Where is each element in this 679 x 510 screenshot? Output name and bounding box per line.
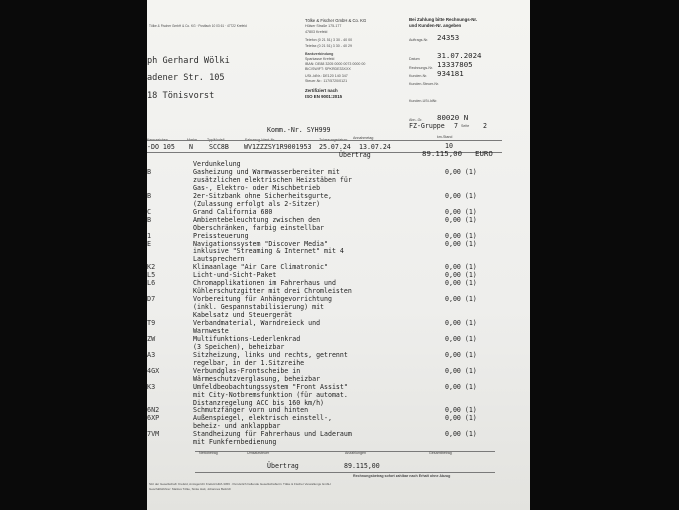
item-text: Warnweste xyxy=(193,327,229,335)
footer-bottom-rule xyxy=(195,472,495,473)
item-amount: 0,00 (1) xyxy=(445,279,477,287)
bank-name: Sparkasse Krefeld xyxy=(305,57,335,61)
item-amount: 0,00 (1) xyxy=(445,263,477,271)
meta-label-rechnung: Rechnungs-Nr. xyxy=(409,66,433,70)
vh-km: km-Stand xyxy=(437,135,453,139)
list-item xyxy=(147,271,530,279)
footer-due: Rechnungsbetrag sofort zahlbar nach Erhalt ohne Abzug xyxy=(353,474,451,478)
item-text: Navigationssystem "Discover Media" xyxy=(193,240,328,248)
meta-value-kunde: 934181 xyxy=(437,69,464,78)
uebertrag-label: Übertrag xyxy=(339,151,371,159)
list-item xyxy=(147,168,530,176)
vehicle-km: 10 xyxy=(445,142,453,150)
payment-note-2: und Kunden-Nr. angeben xyxy=(409,23,462,28)
item-amount: 0,00 (1) xyxy=(445,232,477,240)
item-code: L5 xyxy=(147,271,156,279)
recipient-name: ph Gerhard Wölki xyxy=(147,56,230,66)
item-code: L6 xyxy=(147,279,156,287)
item-amount: 0,00 (1) xyxy=(445,271,477,279)
list-item xyxy=(147,295,530,303)
cert-line2: ISO EN 9001:2015 xyxy=(305,94,343,99)
item-text: beheiz- und anklappbar xyxy=(193,422,281,430)
item-code: D7 xyxy=(147,295,156,303)
item-code: ZW xyxy=(147,335,156,343)
list-item xyxy=(147,406,530,414)
list-item xyxy=(147,438,530,446)
list-item xyxy=(147,232,530,240)
seite-value: 2 xyxy=(483,122,487,130)
list-item xyxy=(147,343,530,351)
payment-note-1: Bei Zahlung bitte Rechnungs-Nr. xyxy=(409,17,478,22)
item-text: Gas-, Elektro- oder Mischbetrieb xyxy=(193,184,321,192)
item-text: Verdunkelung xyxy=(193,160,241,168)
item-code: 1 xyxy=(147,232,152,240)
list-item xyxy=(147,375,530,383)
seite-label: Seite xyxy=(461,124,470,128)
item-amount: 0,00 (1) xyxy=(445,295,477,303)
list-item xyxy=(147,224,530,232)
company-telefon: Telefon (0 21 51) 3 30 - 40 00 xyxy=(305,38,353,42)
item-code: K2 xyxy=(147,263,156,271)
vehicle-zulassung: 25.07.24 xyxy=(319,143,351,151)
meta-value-auftrag: 24353 xyxy=(437,33,460,42)
meta-label-datum: Datum xyxy=(409,57,420,61)
item-text: mit Funkfernbedienung xyxy=(193,438,277,446)
item-amount: 0,00 (1) xyxy=(445,168,477,176)
background-right xyxy=(528,0,679,510)
currency: EURO xyxy=(475,149,493,158)
item-text: Licht-und-Sicht-Paket xyxy=(193,271,277,279)
list-item xyxy=(147,335,530,343)
company-steuer: Steuer-Nr.: 117/5720/0121 xyxy=(305,79,348,83)
list-item xyxy=(147,247,530,255)
item-text: Distanzregelung ACC bis 160 km/h) xyxy=(193,399,325,407)
list-item xyxy=(147,208,530,216)
meta-label-auftrag: Auftrags-Nr. xyxy=(409,38,429,42)
item-text: Sitzheizung, links und rechts, getrennt xyxy=(193,351,348,359)
abn-label: Abn.-Gr. xyxy=(409,118,423,122)
uebertrag-value: 89.115,00 xyxy=(422,149,463,158)
sender-line: Tölke & Fischer GmbH & Co. KG · Postfach 10 03 61 · 47722 Krefeld xyxy=(149,24,247,28)
meta-value-datum: 31.07.2024 xyxy=(437,51,482,60)
list-item xyxy=(147,383,530,391)
komm-nr: Komm.-Nr. SYH999 xyxy=(267,126,331,134)
list-item xyxy=(147,200,530,208)
meta-label-kunden-ustid: Kunden-USt-IdNr. xyxy=(409,99,438,103)
cert-line1: Zertifiziert nach xyxy=(305,88,338,93)
list-item xyxy=(147,279,530,287)
item-text: Verbandmaterial, Warndreieck und xyxy=(193,319,321,327)
item-amount: 0,00 (1) xyxy=(445,192,477,200)
list-item xyxy=(147,422,530,430)
item-amount: 0,00 (1) xyxy=(445,240,477,248)
company-telefax: Telefax (0 21 51) 3 30 - 40 29 xyxy=(305,44,352,48)
item-code: B xyxy=(147,168,152,176)
footer-h-anzahlung: Anzahlungen xyxy=(345,451,366,455)
footer-uebertrag-value: 89.115,00 xyxy=(344,462,380,470)
meta-label-kunde: Kunden-Nr. xyxy=(409,74,428,78)
bank-iban: IBAN: DE88 3205 0000 0073 0000 00 xyxy=(305,62,366,66)
list-item xyxy=(147,176,530,184)
item-text: Gasheizung und Warmwasserbereiter mit xyxy=(193,168,340,176)
item-text: Verbundglas-Frontscheibe in xyxy=(193,367,301,375)
meta-label-kunden-steuer: Kunden-Steuer-Nr. xyxy=(409,82,439,86)
item-text: Außenspiegel, elektrisch einstell-, xyxy=(193,414,332,422)
item-text: (inkl. Gespannstabilisierung) mit xyxy=(193,303,325,311)
vehicle-kennzeichen: -DO 105 xyxy=(147,143,175,151)
footer-h-netto: Nettobetrag xyxy=(199,451,218,455)
list-item xyxy=(147,414,530,422)
vehicle-top-rule xyxy=(147,140,502,141)
list-item xyxy=(147,327,530,335)
item-code: K3 xyxy=(147,383,156,391)
item-text: zusätzlichen elektrischen Heizstäben für xyxy=(193,176,352,184)
item-text: (3 Speichen), beheizbar xyxy=(193,343,285,351)
bank-bic: BIC/SWIFT: SPKRDE33XXX xyxy=(305,67,351,71)
list-item xyxy=(147,263,530,271)
company-name: Tölke & Fischer GmbH & Co. KG xyxy=(305,18,367,23)
recipient-city: 18 Tönisvorst xyxy=(147,91,215,101)
item-text: (Zulassung erfolgt als 2-Sitzer) xyxy=(193,200,321,208)
item-list xyxy=(147,160,530,450)
item-amount: 0,00 (1) xyxy=(445,406,477,414)
footer-h-ust: Umsatzsteuer xyxy=(247,451,270,455)
item-amount: 0,00 (1) xyxy=(445,383,477,391)
list-item xyxy=(147,351,530,359)
item-amount: 0,00 (1) xyxy=(445,430,477,438)
item-code: B xyxy=(147,216,152,224)
item-amount: 0,00 (1) xyxy=(445,367,477,375)
item-amount: 0,00 (1) xyxy=(445,351,477,359)
vehicle-marke: N xyxy=(189,143,193,151)
list-item xyxy=(147,192,530,200)
item-text: Multifunktions-Lederlenkrad xyxy=(193,335,301,343)
list-item xyxy=(147,184,530,192)
company-city: 47803 Krefeld xyxy=(305,30,328,34)
item-text: mit City-Notbremsfunktion (für automat. xyxy=(193,391,348,399)
item-text: Wärmeschutzverglasung, beheizbar xyxy=(193,375,321,383)
item-text: 2er-Sitzbank ohne Sicherheitsgurte, xyxy=(193,192,332,200)
list-item xyxy=(147,255,530,263)
item-text: regelbar, in der 1.Sitzreihe xyxy=(193,359,305,367)
item-text: Ambientebeleuchtung zwischen den xyxy=(193,216,321,224)
item-text: Grand California 680 xyxy=(193,208,273,216)
footer-small-1: Sitz der Gesellschaft: Krefeld, Amtsgericht Krefeld HRA 3456 · Persönlich haftende Gesellschafterin: Tölke & Fischer Verwaltungs GmbH xyxy=(149,482,331,486)
vehicle-typ: SCC8B xyxy=(209,143,229,151)
meta-value-rechnung: 13337805 xyxy=(437,60,473,69)
item-text: Schmutzfänger vorn und hinten xyxy=(193,406,309,414)
item-text: Oberschränken, farbig einstellbar xyxy=(193,224,325,232)
item-text: Klimaanlage "Air Care Climatronic" xyxy=(193,263,328,271)
item-text: Preissteuerung xyxy=(193,232,249,240)
list-item xyxy=(147,311,530,319)
item-amount: 0,00 (1) xyxy=(445,414,477,422)
list-item xyxy=(147,391,530,399)
bank-label: Bankverbindung xyxy=(305,52,334,56)
fz-label: FZ-Gruppe xyxy=(409,122,445,130)
company-street: Hülser Straße 175-177 xyxy=(305,24,342,28)
vehicle-fin: WV1ZZZSY1R9001953 xyxy=(244,143,312,151)
item-text: Standheizung für Fahrerhaus und Laderaum xyxy=(193,430,352,438)
item-code: A3 xyxy=(147,351,156,359)
item-text: Kühlerschutzgitter mit drei Chromleisten xyxy=(193,287,352,295)
company-ustid: USt.-IdNr.: DE120 140 347 xyxy=(305,74,348,78)
item-code: 6N2 xyxy=(147,406,160,414)
item-code: 7VM xyxy=(147,430,160,438)
item-code: 6XP xyxy=(147,414,160,422)
list-item xyxy=(147,319,530,327)
list-item xyxy=(147,160,530,168)
item-text: Vorbereitung für Anhängevorrichtung xyxy=(193,295,332,303)
item-text: Lautsprechern xyxy=(193,255,245,263)
item-amount: 0,00 (1) xyxy=(445,208,477,216)
item-amount: 0,00 (1) xyxy=(445,335,477,343)
footer-h-gesamt: Gesamtbetrag xyxy=(429,451,452,455)
vehicle-annahme: 13.07.24 xyxy=(359,143,391,151)
item-text: Chromapplikationen im Fahrerhaus und xyxy=(193,279,336,287)
item-text: Kabelsatz und Steuergerät xyxy=(193,311,293,319)
abn-value: 80020 N xyxy=(437,113,469,122)
invoice-page xyxy=(147,0,530,510)
list-item xyxy=(147,303,530,311)
item-code: T9 xyxy=(147,319,156,327)
footer-small-2: Geschäftsführer: Markus Tölke, Sinke Hatt, Johannes Bettrich xyxy=(149,487,232,491)
background-left xyxy=(0,0,150,510)
item-amount: 0,00 (1) xyxy=(445,319,477,327)
recipient-street: adener Str. 105 xyxy=(147,73,225,83)
footer-uebertrag-label: Übertrag xyxy=(267,462,299,470)
list-item xyxy=(147,216,530,224)
list-item xyxy=(147,430,530,438)
item-text: Umfeldbeobachtungssystem "Front Assist" xyxy=(193,383,348,391)
item-text: inklusive "Streaming & Internet" mit 4 xyxy=(193,247,344,255)
fz-value: 7 xyxy=(454,122,458,130)
item-code: E xyxy=(147,240,152,248)
item-code: C xyxy=(147,208,152,216)
item-amount: 0,00 (1) xyxy=(445,216,477,224)
vh-annahme: Annahmetag xyxy=(353,136,374,140)
list-item xyxy=(147,287,530,295)
list-item xyxy=(147,367,530,375)
list-item xyxy=(147,359,530,367)
item-code: B xyxy=(147,192,152,200)
item-code: 4GX xyxy=(147,367,160,375)
